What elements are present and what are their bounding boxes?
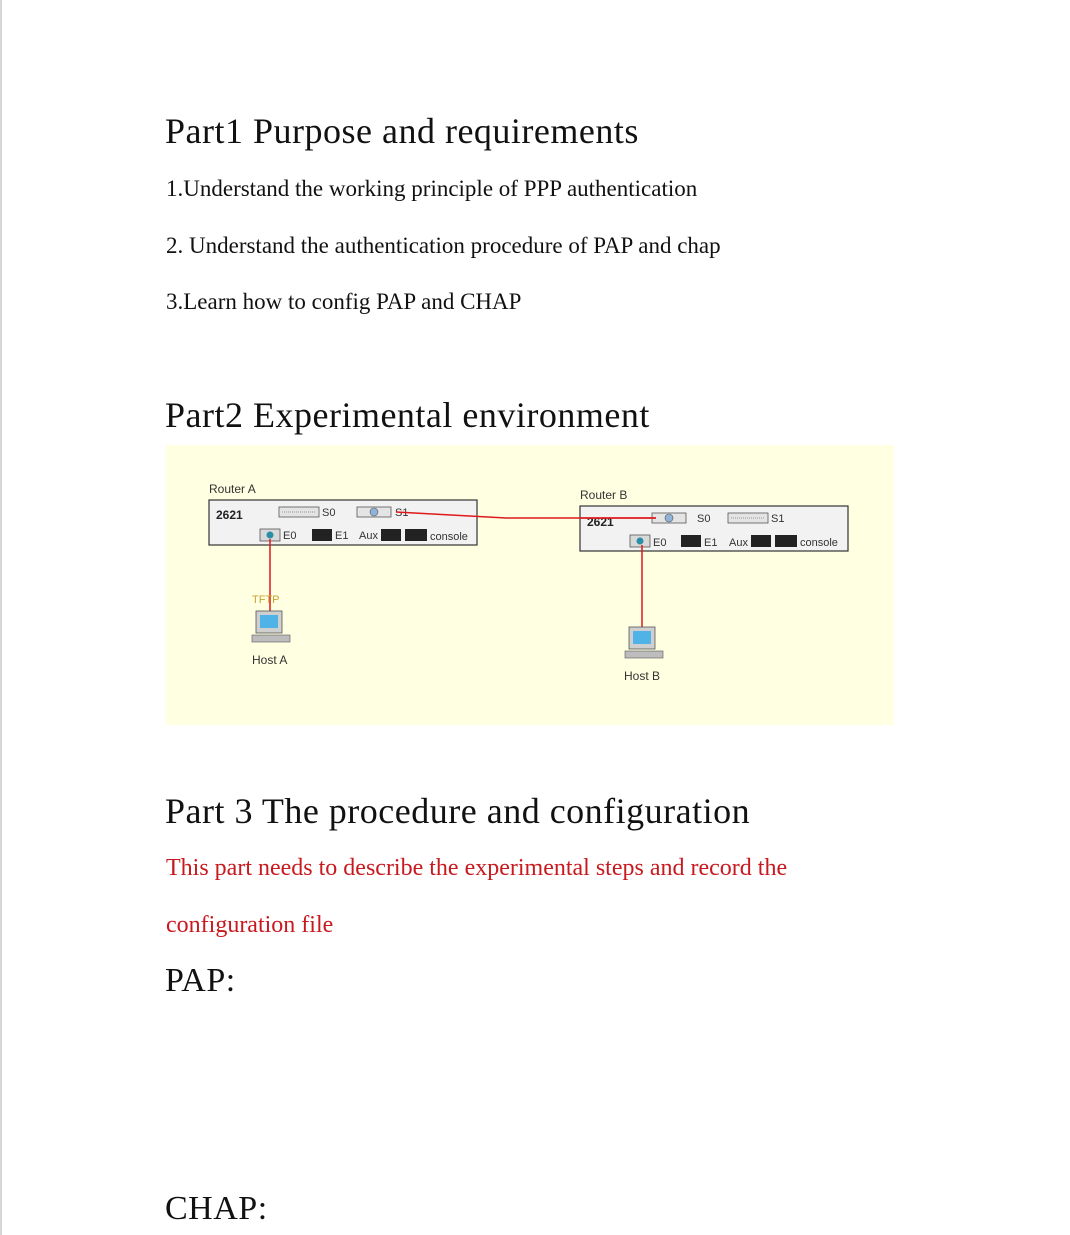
router-b-s0-port-icon — [652, 513, 686, 523]
host-b-label: Host B — [624, 669, 661, 683]
part1-item-1: 1.Understand the working principle of PPP authentication — [166, 176, 698, 201]
router-a-port-e0: E0 — [283, 530, 297, 542]
router-a-aux-port-icon — [381, 529, 401, 541]
part3-heading: Part 3 The procedure and configuration — [165, 791, 751, 831]
router-a-port-e1: E1 — [335, 530, 349, 542]
router-b-port-s1: S1 — [771, 513, 785, 525]
router-a-console-port-icon — [405, 529, 427, 541]
router-a-model: 2621 — [216, 508, 243, 522]
router-b-model: 2621 — [587, 515, 614, 529]
network-topology-diagram — [166, 445, 894, 725]
router-b-port-s0: S0 — [697, 513, 711, 525]
host-b-computer-icon — [625, 627, 663, 658]
router-b-s1-port-icon — [728, 513, 768, 523]
host-a-computer-icon — [252, 611, 290, 642]
router-b-e1-port-icon — [681, 535, 701, 547]
pap-heading: PAP: — [165, 962, 236, 999]
router-b-aux-port-icon — [751, 535, 771, 547]
router-a-e1-port-icon — [312, 529, 332, 541]
router-b-port-e1: E1 — [704, 537, 718, 549]
router-a-port-s1: S1 — [395, 507, 409, 519]
topology-svg — [166, 445, 894, 725]
part3-description-line1: This part needs to describe the experimental steps and record the — [166, 855, 788, 881]
router-b-console-port-icon — [775, 535, 797, 547]
host-a-tag: TFTP — [252, 594, 280, 606]
router-a-title: Router A — [209, 482, 256, 496]
part3-description-line2: configuration file — [166, 912, 334, 938]
part1-item-2: 2. Understand the authentication procedure of PAP and chap — [166, 233, 721, 258]
router-b-port-aux: Aux — [729, 537, 748, 549]
part2-heading: Part2 Experimental environment — [165, 395, 650, 435]
part1-heading: Part1 Purpose and requirements — [165, 111, 639, 151]
page-edge — [0, 0, 2, 1235]
router-b-port-console: console — [800, 537, 838, 549]
part1-item-3: 3.Learn how to config PAP and CHAP — [166, 289, 522, 314]
router-a-port-aux: Aux — [359, 530, 378, 542]
router-a-s1-port-icon — [357, 507, 391, 517]
router-b-port-e0: E0 — [653, 537, 667, 549]
router-a-port-console: console — [430, 531, 468, 543]
router-b-e0-port-icon — [630, 535, 650, 547]
chap-heading: CHAP: — [165, 1190, 268, 1227]
router-a-port-s0: S0 — [322, 507, 336, 519]
host-a-label: Host A — [252, 653, 288, 667]
router-b-title: Router B — [580, 488, 628, 502]
router-a-s0-port-icon — [279, 507, 319, 517]
